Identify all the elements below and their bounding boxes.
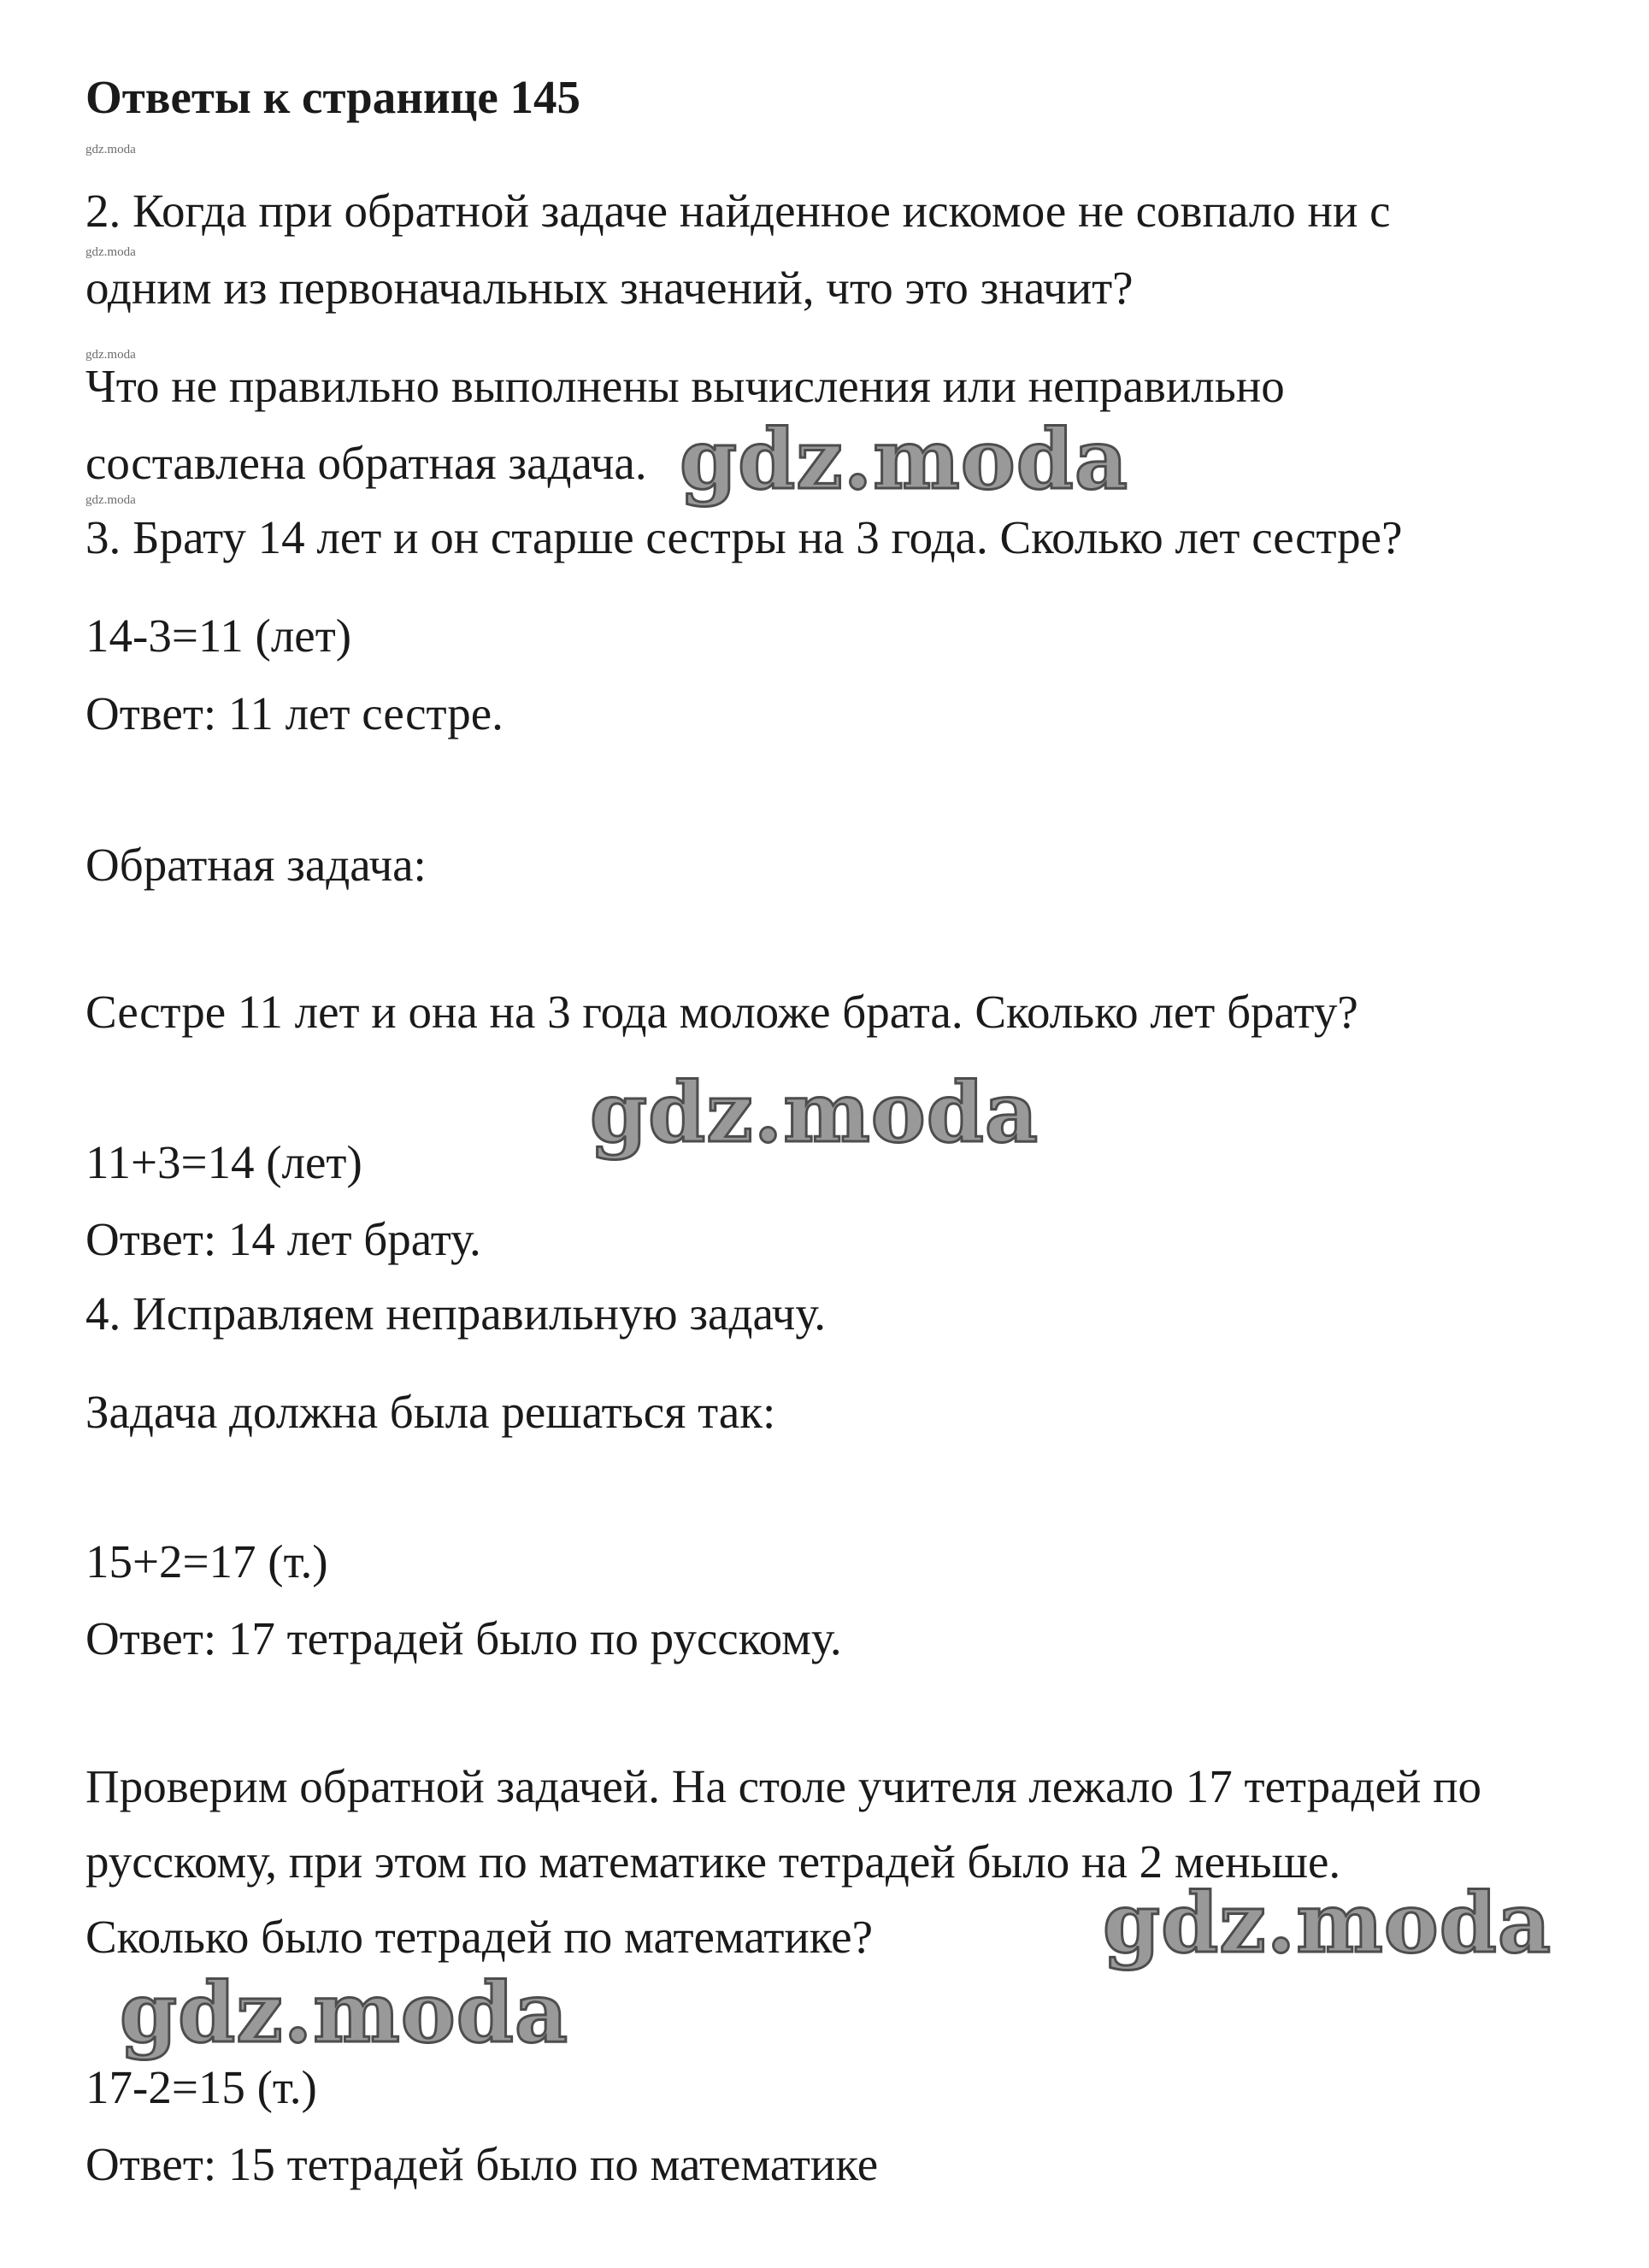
watermark-small: gdz.moda — [85, 493, 136, 507]
answer-2-line-1: Что не правильно выполнены вычисления или неправильно — [85, 360, 1285, 412]
question-2-line-2: одним из первоначальных значений, что это значит? — [85, 262, 1134, 314]
calculation-4-inverse: 17-2=15 (т.) — [85, 2061, 317, 2113]
page-title: Ответы к странице 145 — [85, 71, 580, 123]
inverse-task-question: Сестре 11 лет и она на 3 года моложе брата. Сколько лет брату? — [85, 986, 1358, 1038]
question-2-line-1: 2. Когда при обратной задаче найденное искомое не совпало ни с — [85, 185, 1391, 237]
question-3: 3. Брату 14 лет и он старше сестры на 3 года. Сколько лет сестре? — [85, 511, 1403, 563]
answer-4: Ответ: 17 тетрадей было по русскому. — [85, 1612, 842, 1664]
watermark-large: gdz.moda — [680, 411, 1129, 508]
watermark-small: gdz.moda — [85, 143, 136, 156]
watermark-large: gdz.moda — [590, 1064, 1039, 1161]
calculation-3: 14-3=11 (лет) — [85, 610, 352, 662]
watermark-large: gdz.moda — [1103, 1875, 1552, 1971]
check-line-2: русскому, при этом по математике тетрадей было на 2 меньше. — [85, 1835, 1341, 1888]
question-4-intro: Задача должна была решаться так: — [85, 1386, 776, 1438]
answer-2-line-2: составлена обратная задача. — [85, 437, 647, 489]
check-line-3: Сколько было тетрадей по математике? — [85, 1911, 873, 1963]
calculation-4: 15+2=17 (т.) — [85, 1535, 328, 1588]
answer-3: Ответ: 11 лет сестре. — [85, 687, 504, 739]
question-4: 4. Исправляем неправильную задачу. — [85, 1287, 827, 1340]
check-line-1: Проверим обратной задачей. На столе учителя лежало 17 тетрадей по — [85, 1760, 1482, 1812]
watermark-small: gdz.moda — [85, 245, 136, 259]
watermark-small: gdz.moda — [85, 348, 136, 362]
answer-3-inverse: Ответ: 14 лет брату. — [85, 1213, 481, 1265]
answer-4-inverse: Ответ: 15 тетрадей было по математике — [85, 2138, 879, 2190]
calculation-3-inverse: 11+3=14 (лет) — [85, 1136, 362, 1188]
inverse-task-label: Обратная задача: — [85, 839, 427, 891]
watermark-large: gdz.moda — [120, 1965, 569, 2061]
